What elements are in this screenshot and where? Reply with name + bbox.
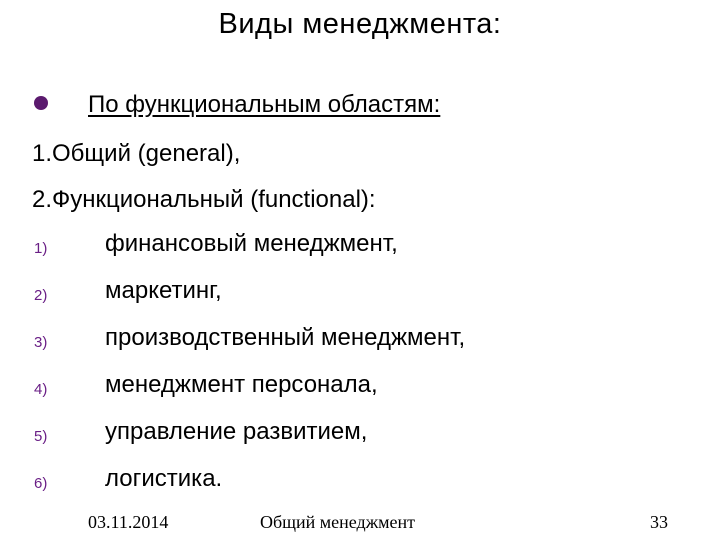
list-item-number: 2): [34, 287, 48, 304]
footer-course: Общий менеджмент: [260, 512, 416, 532]
slide-title: Виды менеджмента:: [218, 8, 502, 40]
list-item-number: 6): [34, 475, 48, 492]
list-item-number: 1): [34, 240, 48, 257]
bullet-item: [30, 91, 680, 121]
functional-line: 2.Функциональный (functional):: [32, 186, 376, 213]
footer-page-number: 33: [650, 512, 668, 532]
bullet-text: По функциональным областям:: [88, 91, 441, 118]
list-item-number: 5): [34, 428, 48, 445]
list-item-text: управление развитием,: [105, 418, 368, 445]
list-item-text: логистика.: [105, 465, 223, 492]
list-item: [32, 277, 682, 309]
bullet-dot-icon: [34, 96, 48, 110]
list-item-text: маркетинг,: [105, 277, 222, 304]
list-item: [32, 230, 682, 262]
list-item: [32, 371, 682, 403]
list-item-text: менеджмент персонала,: [105, 371, 378, 398]
list-item: [32, 418, 682, 450]
list-item: [32, 465, 682, 497]
list-item: [32, 324, 682, 356]
general-line: 1.Общий (general),: [32, 140, 241, 167]
list-item-number: 4): [34, 381, 48, 398]
list-item-number: 3): [34, 334, 48, 351]
list-item-text: финансовый менеджмент,: [105, 230, 398, 257]
footer-date: 03.11.2014: [88, 512, 169, 532]
list-item-text: производственный менеджмент,: [105, 324, 466, 351]
